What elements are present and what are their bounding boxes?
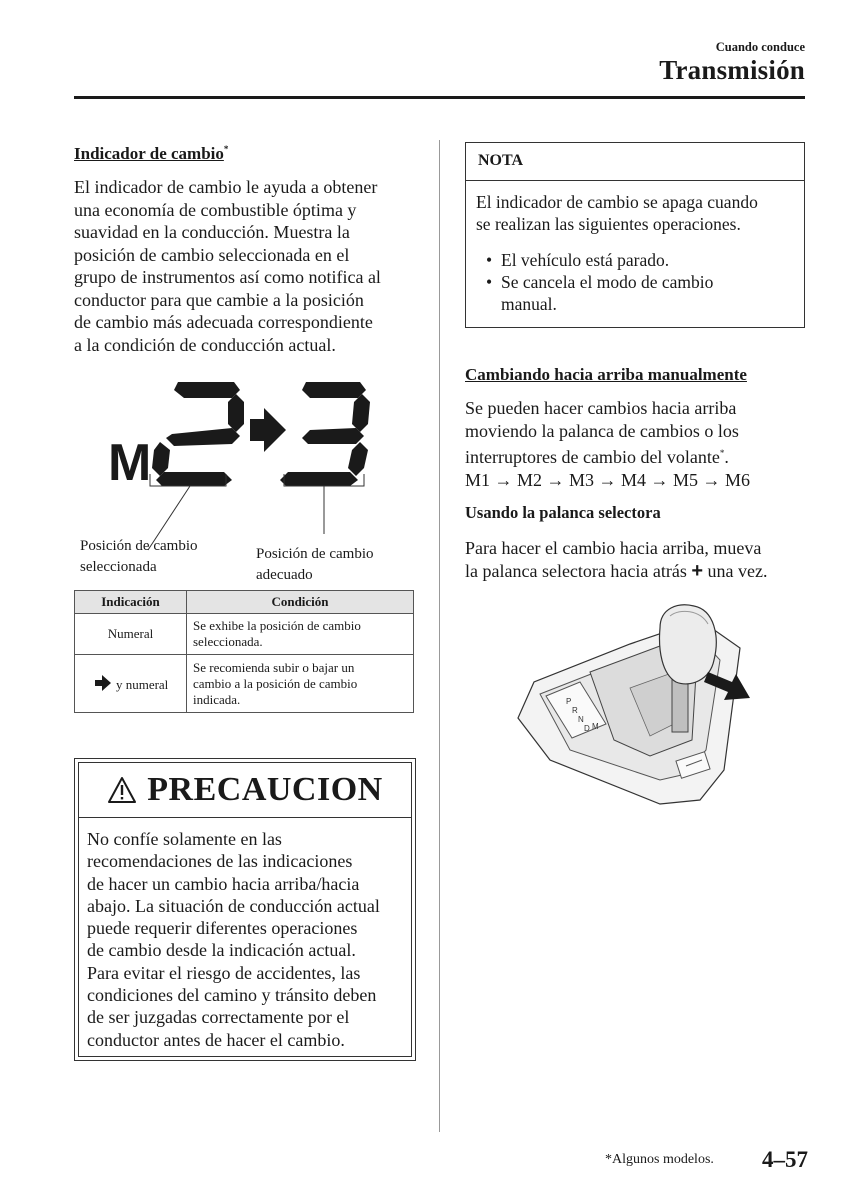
svg-text:R: R: [572, 706, 578, 715]
table-header-row: [75, 591, 414, 614]
shift-indicator-diagram: [74, 372, 434, 587]
label-adequate-line2: adecuado: [256, 567, 313, 583]
footnote: *Algunos modelos.: [605, 1152, 714, 1167]
nota-box: [465, 142, 805, 328]
precaucion-header: [79, 763, 411, 818]
shift-lever-illustration: [510, 600, 755, 810]
label-selected-line2: seleccionada: [80, 559, 157, 575]
list-item: • El vehículo está parado.: [486, 250, 670, 270]
svg-text:D: D: [584, 724, 590, 733]
table-header: Indicación: [75, 591, 187, 614]
manual-up-heading: Cambiando hacia arriba manualmente: [465, 365, 747, 384]
arrow-right-icon: [93, 675, 113, 691]
header-rule: [74, 96, 805, 99]
svg-text:P: P: [566, 697, 572, 706]
table-row: [75, 655, 414, 713]
label-adequate-line1: Posición de cambio: [256, 546, 374, 562]
table-cell: Se exhibe la posición de cambio seleccionada.: [187, 614, 414, 655]
section-label: Cuando conduce: [715, 40, 805, 54]
svg-text:M: M: [592, 722, 599, 731]
mode-letter: M: [108, 434, 152, 492]
digit-two-icon: [152, 382, 244, 486]
list-item: • Se cancela el modo de cambio manual.: [486, 272, 714, 314]
digit-three-icon: [280, 382, 370, 486]
indicador-paragraph: El indicador de cambio le ayuda a obtener una economía de combustible óptima y suavidad en la conducción. Muestra la posición de cambio seleccionada en el grupo de instrumentos así como notifica al conductor para que cambie a la posición de cambio más adecuada correspondiente a la condición de conducción actual.: [74, 177, 381, 355]
table-cell: Se recomienda subir o bajar un cambio a la posición de cambio indicada.: [187, 655, 414, 713]
precaucion-text: No confíe solamente en las recomendaciones de las indicaciones de hacer un cambio hacia arriba/hacia abajo. La situación de conducción actual puede requerir diferentes operaciones de cambio desde la indicación actual. Para evitar el riesgo de accidentes, las condiciones del camino y tránsito deben de ser juzgadas correctamente por el conductor antes de hacer el cambio.: [87, 829, 380, 1050]
table-header: Condición: [187, 591, 414, 614]
indicator-table: [74, 590, 414, 713]
column-divider: [439, 140, 440, 1132]
nota-title: NOTA: [466, 143, 804, 181]
indicador-heading: Indicador de cambio*: [74, 144, 229, 163]
warning-icon: [107, 776, 137, 804]
svg-text:N: N: [578, 715, 584, 724]
table-row: [75, 614, 414, 655]
page-title: Transmisión: [659, 55, 805, 85]
label-selected-line1: Posición de cambio: [80, 538, 198, 554]
arrow-right-icon: [250, 408, 286, 452]
manual-up-paragraph: Se pueden hacer cambios hacia arriba moviendo la palanca de cambios o los interruptores de cambio del volante*. M1 → M2 → M3 → M4 → M5 → M6: [465, 398, 751, 490]
nota-body: El indicador de cambio se apaga cuando se realizan las siguientes operaciones. • El vehículo está parado. • Se cancela el modo de cambio manual.: [466, 181, 804, 315]
page-number: 4–57: [762, 1147, 808, 1172]
precaucion-title: PRECAUCION: [147, 771, 383, 808]
table-cell: y numeral: [75, 655, 187, 713]
table-cell: Numeral: [75, 614, 187, 655]
palanca-paragraph: Para hacer el cambio hacia arriba, mueva la palanca selectora hacia atrás + una vez.: [465, 538, 768, 582]
precaucion-box: [74, 758, 416, 1061]
palanca-heading: Usando la palanca selectora: [465, 503, 661, 522]
